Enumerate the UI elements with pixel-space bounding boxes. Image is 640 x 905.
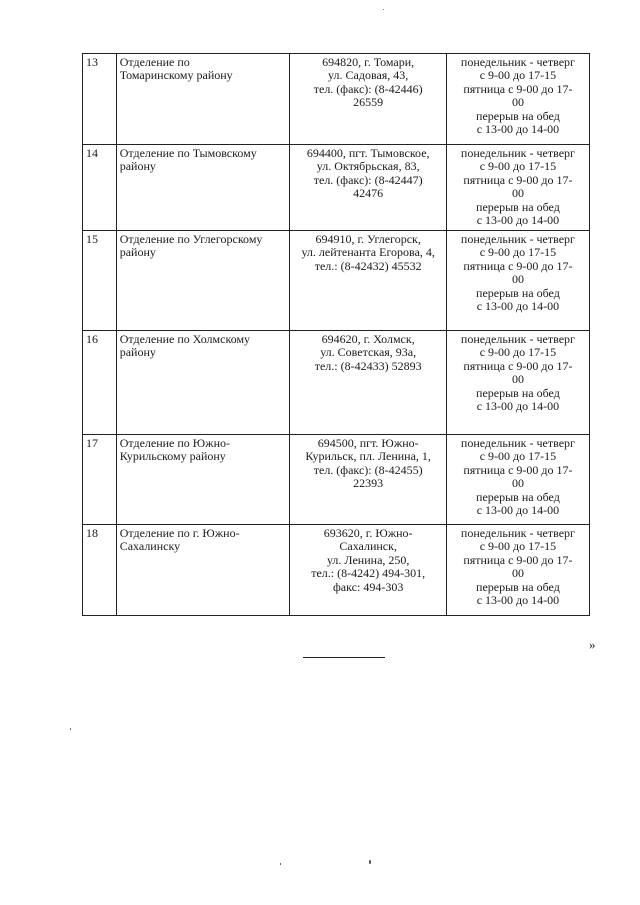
office-hours-line: 00 — [511, 372, 524, 387]
row-number: 18 — [83, 525, 117, 616]
office-hours-line: пятница с 9-00 до 17- — [463, 462, 573, 477]
office-name-cell — [116, 435, 290, 525]
office-hours-line: с 9-00 до 17-15 — [479, 245, 557, 260]
office-hours-line: с 9-00 до 17-15 — [479, 159, 557, 174]
office-address-line: Сахалинск, — [339, 539, 397, 554]
office-hours-line: перерыв на обед — [476, 199, 560, 214]
row-number: 17 — [83, 435, 117, 525]
office-hours-line: с 9-00 до 17-15 — [479, 449, 557, 464]
office-hours-line: перерыв на обед — [476, 108, 560, 123]
office-name-line: Отделение по Холмскому — [119, 332, 251, 346]
office-address-line: Курильск, пл. Ленина, 1, — [305, 449, 431, 464]
offices-table — [82, 53, 590, 616]
office-address-line: тел. (факс): (8-42446) — [313, 81, 423, 96]
office-hours-cell — [446, 435, 589, 525]
office-hours-line: понедельник - четверг — [460, 436, 575, 450]
office-hours-line: с 13-00 до 14-00 — [476, 399, 560, 414]
office-address-line: тел.: (8-4242) 494-301, — [311, 566, 426, 581]
office-address-cell — [290, 145, 446, 231]
office-name-cell — [116, 145, 290, 231]
office-address-line: 22393 — [353, 476, 384, 491]
office-hours-line: пятница с 9-00 до 17- — [463, 358, 573, 373]
office-address-line: тел. (факс): (8-42447) — [313, 172, 423, 187]
office-name-line: Сахалинску — [119, 539, 181, 554]
office-hours-line: 00 — [511, 272, 524, 287]
office-hours-line: с 13-00 до 14-00 — [476, 122, 560, 137]
office-hours-line: 00 — [511, 566, 524, 581]
office-hours-line: пятница с 9-00 до 17- — [463, 552, 573, 567]
row-number: 15 — [83, 231, 117, 331]
office-name-line: Томаринскому району — [119, 68, 233, 83]
row-number: 14 — [83, 145, 117, 231]
office-hours-line: понедельник - четверг — [460, 526, 575, 540]
table-row — [83, 231, 590, 331]
office-address-line: ул. Советская, 93а, — [320, 345, 417, 360]
office-address-line: 694500, пгт. Южно- — [317, 436, 419, 450]
closing-separator-line — [303, 657, 385, 658]
scan-speck — [383, 9, 384, 10]
table-row — [83, 145, 590, 231]
office-name-line: Отделение по Углегорскому — [119, 232, 263, 246]
office-address-line: 694910, г. Углегорск, — [315, 232, 421, 246]
office-hours-line: перерыв на обед — [476, 489, 560, 504]
office-hours-cell — [446, 331, 589, 435]
office-address-cell — [290, 54, 446, 145]
office-name-cell — [116, 331, 290, 435]
office-address-cell — [290, 231, 446, 331]
table-row — [83, 331, 590, 435]
office-name-line: Отделение по — [119, 55, 190, 69]
table-row — [83, 435, 590, 525]
row-number: 13 — [83, 54, 117, 145]
office-address-line: 693620, г. Южно- — [323, 526, 413, 540]
table-row — [83, 525, 590, 616]
office-hours-cell — [446, 145, 589, 231]
scan-speck — [280, 863, 281, 865]
office-address-line: ул. Октябрьская, 83, — [316, 159, 420, 174]
office-name-line: району — [119, 245, 156, 260]
office-hours-line: с 9-00 до 17-15 — [479, 68, 557, 83]
office-name-line: Отделение по г. Южно- — [119, 526, 240, 540]
office-hours-cell — [446, 54, 589, 145]
office-hours-line: с 13-00 до 14-00 — [476, 299, 560, 314]
office-hours-line: понедельник - четверг — [460, 55, 575, 69]
office-name-cell — [116, 54, 290, 145]
office-address-line: 26559 — [353, 95, 384, 110]
office-hours-line: 00 — [511, 476, 524, 491]
scan-speck — [70, 728, 71, 730]
office-hours-line: перерыв на обед — [476, 385, 560, 400]
office-address-line: ул. лейтенанта Егорова, 4, — [301, 245, 435, 260]
office-address-line: тел.: (8-42432) 45532 — [314, 258, 422, 273]
office-name-line: Отделение по Тымовскому — [119, 146, 257, 160]
office-hours-cell — [446, 525, 589, 616]
office-hours-cell — [446, 231, 589, 331]
office-address-line: ул. Ленина, 250, — [326, 552, 410, 567]
office-address-line: 694820, г. Томари, — [322, 55, 415, 69]
office-hours-line: понедельник - четверг — [460, 232, 575, 246]
office-hours-line: понедельник - четверг — [460, 332, 575, 346]
office-name-line: Отделение по Южно- — [119, 436, 230, 450]
office-hours-line: пятница с 9-00 до 17- — [463, 258, 573, 273]
office-hours-line: перерыв на обед — [476, 579, 560, 594]
office-address-line: тел.: (8-42433) 52893 — [314, 358, 422, 373]
office-address-cell — [290, 435, 446, 525]
office-hours-line: 00 — [511, 95, 524, 110]
office-address-line: 694620, г. Холмск, — [321, 332, 415, 346]
office-hours-line: с 13-00 до 14-00 — [476, 213, 560, 228]
office-hours-line: понедельник - четверг — [460, 146, 575, 160]
office-hours-line: с 13-00 до 14-00 — [476, 593, 560, 608]
row-number: 16 — [83, 331, 117, 435]
office-hours-line: 00 — [511, 186, 524, 201]
office-address-line: ул. Садовая, 43, — [328, 68, 409, 83]
offices-table-body — [83, 54, 590, 616]
office-address-cell — [290, 525, 446, 616]
office-hours-line: с 9-00 до 17-15 — [479, 345, 557, 360]
office-hours-line: пятница с 9-00 до 17- — [463, 81, 573, 96]
office-address-cell — [290, 331, 446, 435]
office-name-cell — [116, 231, 290, 331]
table-row — [83, 54, 590, 145]
office-name-line: району — [119, 345, 156, 360]
office-name-line: Курильскому району — [119, 449, 226, 464]
office-address-line: 42476 — [353, 186, 384, 201]
office-hours-line: с 9-00 до 17-15 — [479, 539, 557, 554]
closing-quote-mark: » — [589, 637, 596, 652]
office-address-line: тел. (факс): (8-42455) — [313, 462, 423, 477]
office-address-line: факс: 494-303 — [333, 579, 404, 594]
scan-speck — [369, 860, 371, 864]
office-address-line: 694400, пгт. Тымовское, — [306, 146, 430, 160]
office-hours-line: пятница с 9-00 до 17- — [463, 172, 573, 187]
office-hours-line: перерыв на обед — [476, 285, 560, 300]
office-hours-line: с 13-00 до 14-00 — [476, 503, 560, 518]
office-name-line: району — [119, 159, 156, 174]
office-name-cell — [116, 525, 290, 616]
